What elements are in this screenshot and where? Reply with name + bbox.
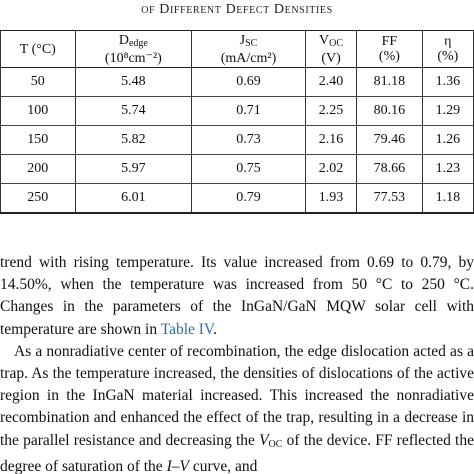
paragraph-results-end: . [213,320,217,338]
cell-ff: 79.46 [357,126,422,155]
cell-voc: 2.40 [305,68,356,97]
cell-efficiency: 1.18 [422,184,473,214]
cell-temperature: 250 [1,184,76,214]
cell-efficiency: 1.29 [422,97,473,126]
cell-temperature: 150 [1,126,76,155]
cell-voc: 2.16 [305,126,356,155]
cell-jsc: 0.73 [192,126,306,155]
cell-dedge: 5.74 [75,97,192,126]
table-row [1,68,474,97]
cell-voc: 2.02 [305,155,356,184]
header-voc-main: V [319,32,330,48]
paragraph-mechanism [0,341,474,474]
header-dedge-main: D [118,32,129,48]
cell-jsc: 0.75 [192,155,306,184]
header-dedge [75,31,192,68]
cell-ff: 81.18 [357,68,422,97]
voc-subscript: OC [268,438,283,450]
header-jsc-main: J [239,32,246,48]
cell-ff: 77.53 [357,184,422,214]
header-voc-unit: (V) [321,50,341,66]
paragraph-mechanism-text-a: As a nonradiative center of recombination, the edge dislocation acted as a trap. As the temperature increased, the densities of dislocations of the active region in the InGaN material increased. This increased the nonradiative recombination and enhanced the effect of the trap, resulting in a decrease in the parallel resistance and decreasing the [0,342,474,449]
header-dedge-unit: (10⁸cm⁻²) [104,50,162,66]
voc-symbol: V [259,431,269,449]
cell-dedge: 5.82 [75,126,192,155]
table-row [1,97,474,126]
cell-dedge: 6.01 [75,184,192,214]
paragraph-results [0,252,474,341]
parameters-table [0,30,474,214]
paragraph-mechanism-text-c: curve, and [188,457,258,474]
header-voc-sub: OC [329,37,344,49]
header-jsc-sub: SC [245,37,258,49]
paragraph-results-text: trend with rising temperature. Its value increased from 0.69 to 0.79, by 14.50%, when the temperature was increased from 50 °C to 250 °C. Changes in the parameters of the InGaN/GaN MQW solar cell with temperature are shown in [0,254,474,338]
header-temperature [1,31,76,68]
cell-temperature: 200 [1,155,76,184]
header-temperature-label: T (°C) [19,41,56,57]
header-efficiency-main: η [444,34,452,49]
paragraph-mechanism-text-b: of the device. FF reflected the degree of saturation of the [0,431,474,474]
header-efficiency [422,31,473,68]
cell-voc: 2.25 [305,97,356,126]
cell-dedge: 5.48 [75,68,192,97]
header-jsc [192,31,306,68]
header-voc [305,31,356,68]
header-ff [357,31,422,68]
body-text [0,252,474,474]
cell-jsc: 0.71 [192,97,306,126]
table-row [1,126,474,155]
cell-ff: 80.16 [357,97,422,126]
cell-jsc: 0.79 [192,184,306,214]
cell-jsc: 0.69 [192,68,306,97]
header-efficiency-unit: (%) [437,49,459,64]
table-row [1,184,474,214]
cell-dedge: 5.97 [75,155,192,184]
cell-voc: 1.93 [305,184,356,214]
iv-curve-symbol: I–V [166,457,189,474]
cell-temperature: 50 [1,68,76,97]
table-header-row [1,31,474,68]
header-jsc-unit: (mA/cm²) [220,50,277,66]
header-ff-main: FF [381,34,398,49]
table-row [1,155,474,184]
header-ff-unit: (%) [378,49,400,64]
cell-efficiency: 1.23 [422,155,473,184]
cell-ff: 78.66 [357,155,422,184]
cell-efficiency: 1.36 [422,68,473,97]
header-dedge-sub: edge [128,37,148,49]
cell-efficiency: 1.26 [422,126,473,155]
cell-temperature: 100 [1,97,76,126]
table-reference-link[interactable]: Table IV [160,320,214,338]
table-caption: of Different Defect Densities [141,2,333,17]
